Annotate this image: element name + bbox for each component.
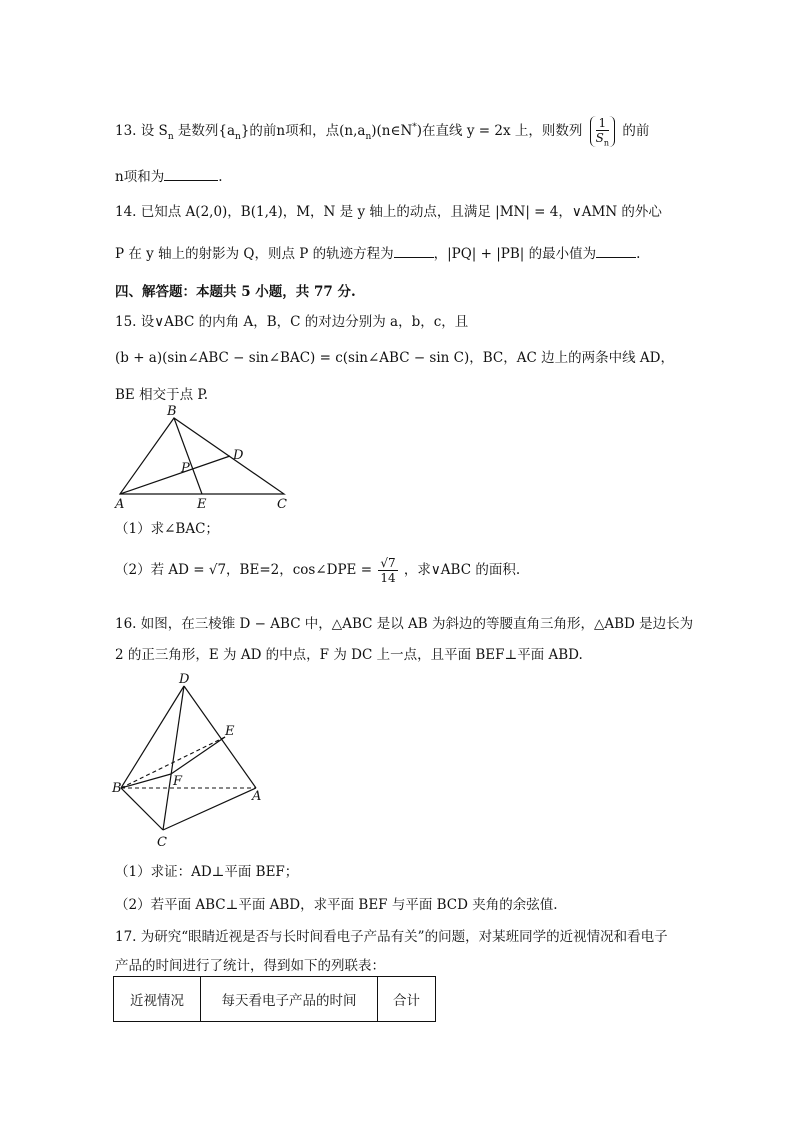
q14-line1: 14. 已知点 A(2,0)，B(1,4)，M，N 是 y 轴上的动点，且满足 |MN| = 4，∨AMN 的外心 [115, 204, 662, 220]
label-d: D [179, 672, 190, 687]
contingency-table [113, 976, 436, 1022]
q16-part2: （2）若平面 ABC⊥平面 ABD，求平面 BEF 与平面 BCD 夹角的余弦值. [115, 897, 558, 913]
label-c: C [277, 497, 287, 512]
table-header-cell: 每天看电子产品的时间 [201, 977, 378, 1022]
q13-fraction: $\frac{1}{S_n}$ [590, 116, 615, 147]
label-e: E [225, 724, 235, 739]
q14-line2: P 在 y 轴上的射影为 Q，则点 P 的轨迹方程为 ，|PQ| + |PB| 的最小值为 . [115, 242, 640, 262]
edge-dc [163, 686, 184, 830]
table-header-cell: 近视情况 [114, 977, 201, 1022]
edge-bc [121, 788, 163, 830]
q15-line2: (b + a)(sin∠ABC − sin∠BAC) = c(sin∠ABC − sin C)，BC，AC 边上的两条中线 AD， [115, 350, 674, 366]
q17-line1: 17. 为研究“眼睛近视是否与长时间看电子产品有关”的问题，对某班同学的近视情况和看电子 [115, 929, 668, 945]
label-a: A [252, 789, 262, 804]
label-f: F [173, 774, 183, 789]
section-heading: 四、解答题：本题共 5 小题，共 77 分. [115, 284, 356, 300]
q16-line2: 2 的正三角形，E 为 AD 的中点，F 为 DC 上一点，且平面 BEF⊥平面 ABD. [115, 647, 583, 663]
label-b: B [112, 781, 122, 796]
q16-line1: 16. 如图，在三棱锥 D − ABC 中，△ABC 是以 AB 为斜边的等腰直角三角形，△ABD 是边长为 [115, 616, 694, 632]
edge-ca [163, 788, 256, 830]
label-e: E [197, 497, 207, 512]
label-a: A [115, 497, 125, 512]
label-b: B [167, 404, 177, 419]
q13-line1: 13. 设 $S_n$ 是数列$\{a_n\}$的前n项和，点$(n,a_n)(n\in N^*)$在直线 y = 2x 上，则数列 $\frac{1}{S_n}$ 的前 [115, 116, 650, 148]
q13-line2: n项和为 . [115, 165, 223, 185]
label-p: P [181, 461, 190, 476]
q15-fraction: $\frac{√7}{14}$ [380, 556, 396, 585]
q16-part1: （1）求证：AD⊥平面 BEF； [115, 864, 299, 880]
q15-part1: （1）求∠BAC； [115, 521, 219, 537]
segment-fe [171, 737, 225, 774]
edge-da [184, 686, 256, 788]
q15-line1: 15. 设∨ABC 的内角 A，B，C 的对边分别为 a，b，c，且 [115, 314, 469, 330]
table-row [114, 977, 436, 1022]
table-header-cell: 合计 [378, 977, 436, 1022]
q17-line2: 产品的时间进行了统计，得到如下的列联表： [115, 958, 385, 974]
q15-line3: BE 相交于点 P. [115, 387, 208, 403]
label-c: C [157, 835, 167, 850]
label-d: D [233, 448, 244, 463]
q15-part2: （2）若 AD = √7，BE=2，cos∠DPE = $\frac{√7}{14}$ ，求∨ABC 的面积. [115, 556, 521, 585]
